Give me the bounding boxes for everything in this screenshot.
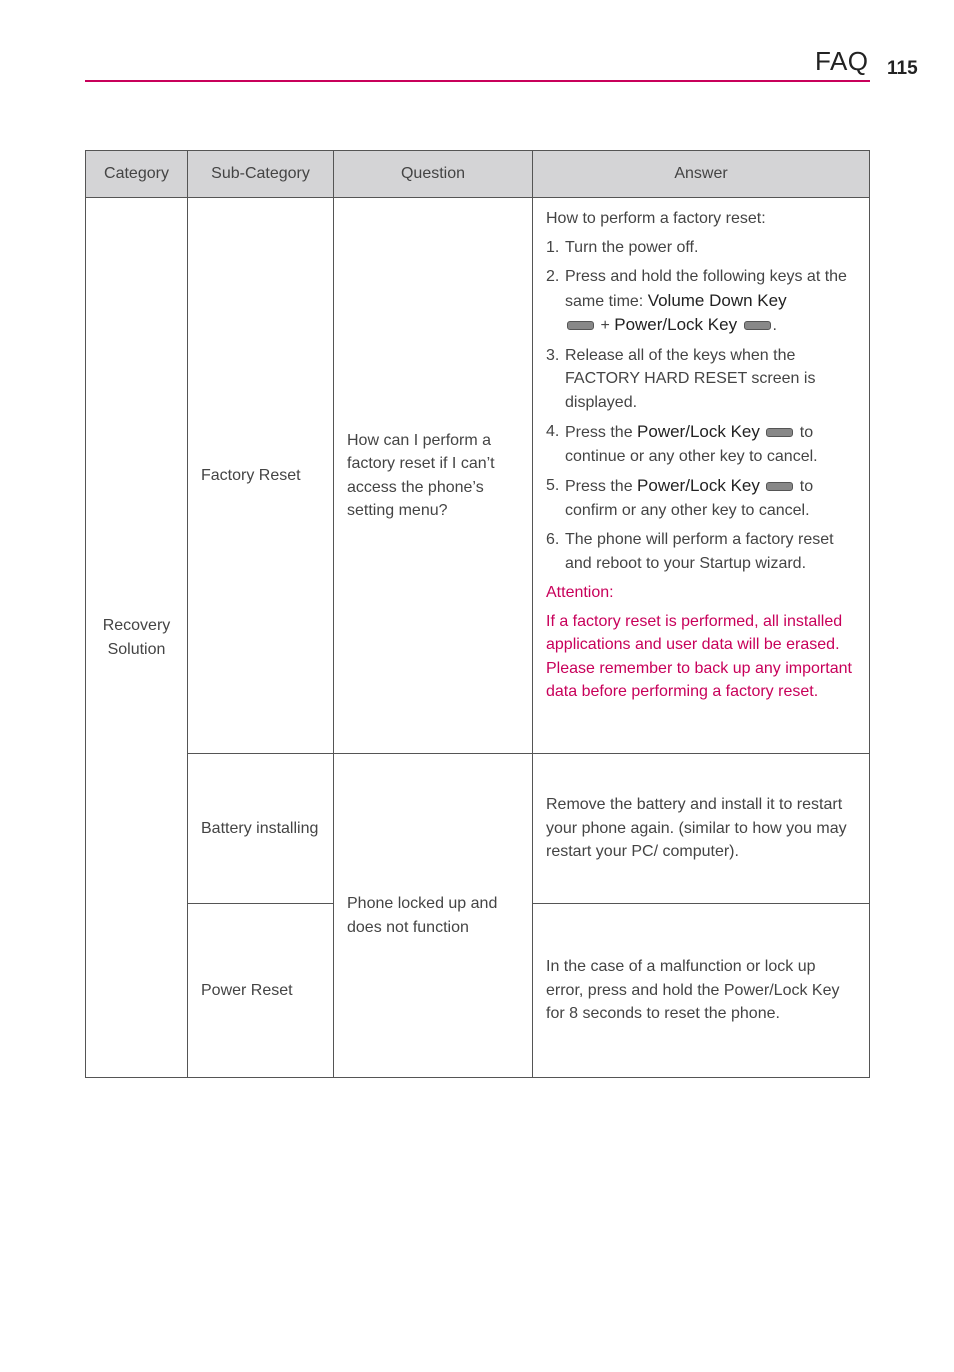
step-text-after: to continue or any other key to cancel. — [565, 424, 818, 465]
step-text: Turn the power off. — [565, 238, 699, 256]
sub-category-cell: Battery installing — [188, 754, 334, 904]
volume-down-key-label: Volume Down Key — [647, 290, 787, 310]
list-item — [546, 344, 857, 415]
step-text-middle: + — [596, 317, 615, 334]
step-number: 6. — [546, 531, 560, 548]
power-lock-key-icon — [766, 482, 793, 491]
step-text: Release all of the keys when the FACTORY HARD RESET screen is displayed. — [565, 346, 816, 411]
power-lock-key-label: Power/Lock Key — [614, 315, 738, 334]
steps-list — [546, 236, 857, 576]
column-header-question: Question — [334, 151, 533, 198]
step-number: 5. — [546, 477, 560, 494]
step-text-before: Press the — [565, 478, 638, 495]
list-item — [546, 420, 857, 468]
attention-text: If a factory reset is performed, all installed applications and user data will be erased. Please remember to back up any important data before performing a factory reset. — [546, 612, 852, 700]
table-header-row — [86, 151, 870, 198]
power-lock-key-label: Power/Lock Key — [637, 476, 760, 495]
power-lock-key-label: Power/Lock Key — [637, 422, 760, 441]
step-text: The phone will perform a factory reset and reboot to your Startup wizard. — [565, 531, 834, 572]
step-text — [565, 474, 857, 522]
column-header-answer: Answer — [533, 151, 870, 198]
step-number: 2. — [546, 268, 560, 285]
sub-category-cell: Factory Reset — [188, 198, 334, 754]
power-lock-key-icon — [744, 321, 771, 330]
faq-table — [85, 150, 870, 1078]
list-item — [546, 528, 857, 575]
power-lock-key-icon — [766, 428, 793, 437]
list-item — [546, 236, 857, 260]
page-title: FAQ — [815, 46, 869, 76]
question-cell: How can I perform a factory reset if I can’t access the phone’s setting menu? — [334, 198, 533, 754]
step-text-before: Press and hold the following keys at the same time: — [565, 268, 847, 310]
answer-cell — [533, 198, 870, 754]
answer-intro: How to perform a factory reset: — [546, 210, 766, 227]
sub-category-cell: Power Reset — [188, 904, 334, 1078]
category-cell: Recovery Solution — [86, 198, 188, 1078]
volume-down-key-icon — [567, 321, 594, 330]
list-item — [546, 265, 857, 338]
step-number: 3. — [546, 346, 560, 364]
table-row — [86, 198, 870, 754]
step-text — [565, 420, 857, 468]
page-number: 115 — [887, 58, 918, 79]
step-number: 4. — [546, 423, 560, 440]
step-text — [565, 265, 857, 338]
question-cell: Phone locked up and does not function — [334, 754, 533, 1078]
step-text-after: to confirm or any other key to cancel. — [565, 478, 814, 519]
list-item — [546, 474, 857, 522]
step-number: 1. — [546, 238, 560, 256]
answer-cell: In the case of a malfunction or lock up error, press and hold the Power/Lock Key for 8 seconds to reset the phone. — [533, 904, 870, 1078]
table-row — [86, 754, 870, 904]
column-header-sub-category: Sub-Category — [188, 151, 334, 198]
column-header-category: Category — [86, 151, 188, 198]
step-text-before: Press the — [565, 424, 638, 441]
header-divider — [85, 80, 870, 82]
attention-title: Attention: — [546, 584, 614, 601]
step-text-after: . — [772, 317, 777, 334]
answer-cell: Remove the battery and install it to restart your phone again. (similar to how you may restart your PC/ computer). — [533, 754, 870, 904]
